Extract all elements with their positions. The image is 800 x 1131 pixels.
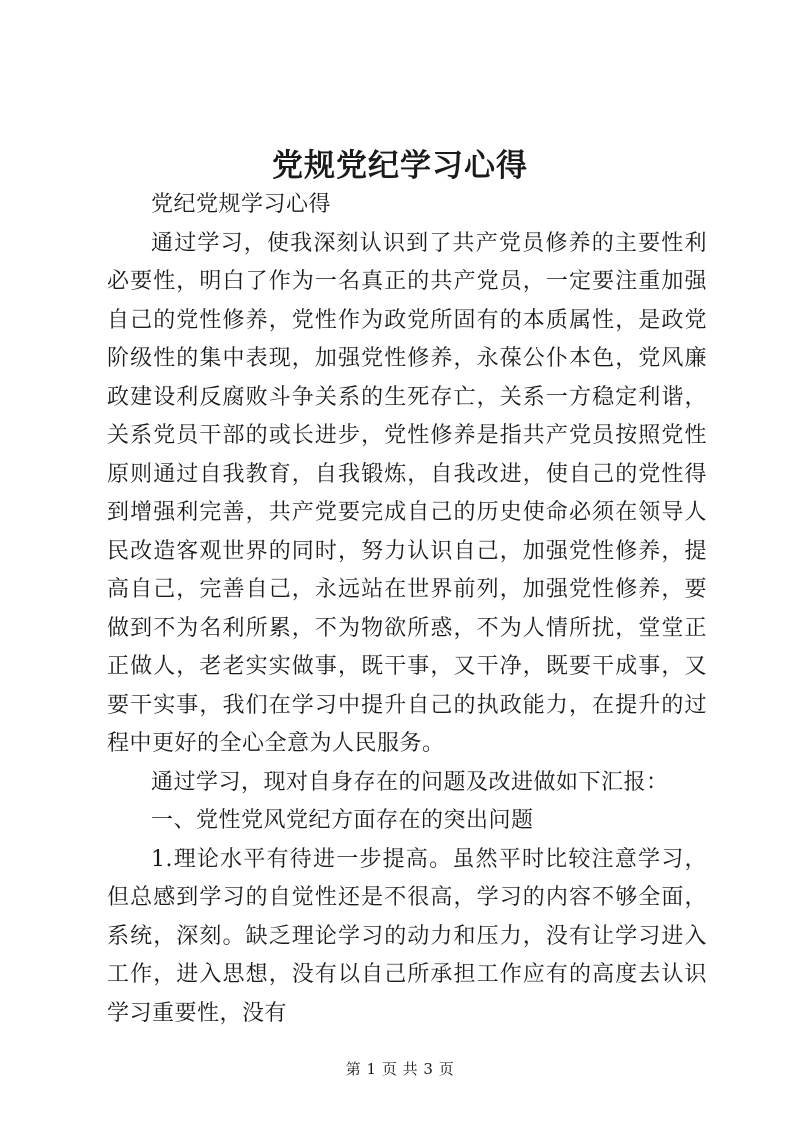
body-paragraph: 通过学习，现对自身存在的问题及改进做如下汇报： — [151, 769, 669, 795]
body-paragraph: 通过学习，使我深刻认识到了共产党员修养的主要性利必要性，明白了作为一名真正的共产党员，一定要注重加强自己的党性修养，党性作为政党所固有的本质属性，是政党阶级性的集中表现，加强党性修养，永葆公仆本色，党风廉政建设利反腐败斗争关系的生死存亡，关系一方稳定利谐，关系党员干部的或长进步，党性修养是指共产党员按照党性原则通过自我教育，自我锻炼，自我改进，使自己的党性得到增强利完善，共产党要完成自己的历史使命必须在领导人民改造客观世界的同时，努力认识自己，加强党性修养，提高自己，完善自己，永远站在世界前列，加强党性修养，要做到不为名利所累，不为物欲所惑，不为人情所扰，堂堂正正做人，老老实实做事，既干事，又干净，既要干成事，又要干实事，我们在学习中提升自己的执政能力，在提升的过程中更好的全心全意为人民服务。 — [107, 230, 707, 756]
body-paragraph: 1.理论水平有待进一步提高。虽然平时比较注意学习，但总感到学习的自觉性还是不很高，学习的内容不够全面，系统，深刻。缺乏理论学习的动力和压力，没有让学习进入工作，进入思想，没有以自己所承担工作应有的高度去认识学习重要性，没有 — [107, 846, 707, 1026]
section-heading: 一、党性党风党纪方面存在的突出问题 — [151, 808, 534, 833]
document-title: 党规党纪学习心得 — [272, 148, 528, 184]
page-footer: 第 1 页 共 3 页 — [345, 1060, 455, 1078]
subtitle-paragraph: 党纪党规学习心得 — [151, 192, 332, 217]
document-body — [107, 186, 707, 1033]
